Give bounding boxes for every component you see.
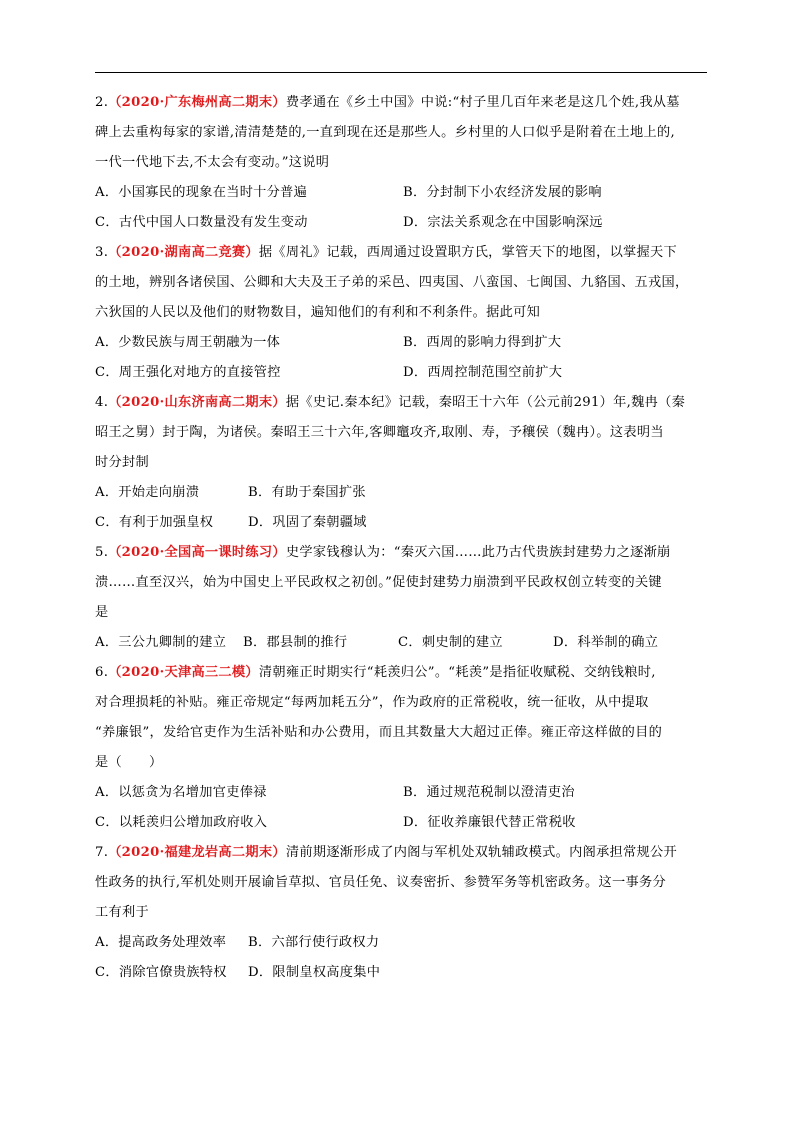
option-b[interactable]: B．郡县制的推行: [243, 635, 348, 650]
option-b[interactable]: B．通过规范税制以澄清吏治: [403, 785, 575, 800]
option-d[interactable]: D．西周控制范围空前扩大: [403, 365, 563, 380]
question-6: [95, 658, 707, 838]
question-source: （2020·广东梅州高二期末）: [108, 95, 286, 110]
option-d[interactable]: D．科举制的确立: [553, 635, 659, 650]
option-d[interactable]: D．征收养廉银代替正常税收: [403, 815, 576, 830]
question-stem-line: 是（ ）: [95, 755, 163, 770]
question-stem-line: 清朝雍正时期实行“耗羡归公”。“耗羡”是指征收赋税、交纳钱粮时,: [258, 665, 656, 680]
question-list: [95, 88, 707, 988]
question-stem-line: 性政务的执行,军机处则开展谕旨草拟、官员任免、议奏密折、参赞军务等机密政务。这一事务分: [95, 875, 666, 890]
option-a[interactable]: A．提高政务处理效率: [95, 935, 227, 950]
question-source: （2020·天津高三二模）: [108, 665, 259, 680]
question-stem-line: 溃……直至汉兴，始为中国史上平民政权之初创。”促使封建势力崩溃到平民政权创立转变的关键: [95, 575, 662, 590]
option-a[interactable]: A．以惩贪为名增加官吏俸禄: [95, 785, 267, 800]
question-5: [95, 538, 707, 658]
option-b[interactable]: B．有助于秦国扩张: [248, 485, 366, 500]
question-stem-line: 清前期逐渐形成了内阁与军机处双轨辅政模式。内阁承担常规公开: [285, 845, 677, 860]
question-stem-line: “养廉银”，发给官吏作为生活补贴和办公费用，而且其数量大大超过正俸。雍正帝这样做的目的: [95, 725, 663, 740]
question-stem-line: 据《周礼》记载，西周通过设置职方氏，掌管天下的地图，以掌握天下: [258, 245, 677, 260]
question-number: 7.: [95, 845, 109, 860]
question-stem-line: 工有利于: [95, 905, 149, 920]
question-stem-line: 对合理损耗的补贴。雍正帝规定“每两加耗五分”，作为政府的正常税收，统一征收，从中提取: [95, 695, 649, 710]
option-c[interactable]: C．古代中国人口数量没有发生变动: [95, 215, 308, 230]
header-rule: [95, 72, 707, 73]
question-number: 3.: [95, 245, 109, 260]
question-source: （2020·福建龙岩高二期末）: [108, 845, 286, 860]
option-b[interactable]: B．六部行使行政权力: [248, 935, 380, 950]
option-d[interactable]: D．限制皇权高度集中: [248, 965, 381, 980]
question-number: 2.: [95, 95, 109, 110]
question-7: [95, 838, 707, 988]
option-b[interactable]: B．分封制下小农经济发展的影响: [403, 185, 602, 200]
question-stem-line: 据《史记.秦本纪》记载，秦昭王十六年（公元前291）年,魏冉（秦: [285, 395, 686, 410]
question-stem-line: 碑上去重构每家的家谱,清清楚楚的,一直到现在还是那些人。乡村里的人口似乎是附着在土地上的,: [95, 125, 675, 140]
option-b[interactable]: B．西周的影响力得到扩大: [403, 335, 562, 350]
question-stem-line: 昭王之舅）封于陶，为诸侯。秦昭王三十六年,客卿竈攻齐,取刚、寿，予穰侯（魏冉）。这表明当: [95, 425, 664, 440]
option-d[interactable]: D．巩固了秦朝疆域: [248, 515, 367, 530]
question-source: （2020·山东济南高二期末）: [108, 395, 286, 410]
question-number: 4.: [95, 395, 109, 410]
question-3: [95, 238, 707, 388]
option-c[interactable]: C．刺史制的建立: [398, 635, 503, 650]
option-c[interactable]: C．有利于加强皇权: [95, 515, 214, 530]
option-a[interactable]: A．小国寡民的现象在当时十分普遍: [95, 185, 308, 200]
option-a[interactable]: A．三公九卿制的建立: [95, 635, 227, 650]
question-source: （2020·全国高一课时练习）: [108, 545, 286, 560]
option-c[interactable]: C．周王强化对地方的直接管控: [95, 365, 281, 380]
question-stem-line: 史学家钱穆认为：“秦灭六国……此乃古代贵族封建势力之逐渐崩: [285, 545, 671, 560]
option-a[interactable]: A．少数民族与周王朝融为一体: [95, 335, 281, 350]
question-number: 6.: [95, 665, 109, 680]
question-stem-line: 六狄国的人民以及他们的财物数目，遍知他们的有利和不利条件。据此可知: [95, 305, 541, 320]
question-stem-line: 时分封制: [95, 455, 149, 470]
question-source: （2020·湖南高二竞赛）: [108, 245, 259, 260]
option-a[interactable]: A．开始走向崩溃: [95, 485, 200, 500]
question-2: [95, 88, 707, 238]
option-c[interactable]: C．消除官僚贵族特权: [95, 965, 227, 980]
question-4: [95, 388, 707, 538]
option-c[interactable]: C．以耗羡归公增加政府收入: [95, 815, 268, 830]
question-stem-line: 费孝通在《乡土中国》中说:“村子里几百年来老是这几个姓,我从墓: [285, 95, 680, 110]
question-number: 5.: [95, 545, 109, 560]
question-stem-line: 是: [95, 605, 109, 620]
question-stem-line: 的土地，辨别各诸侯国、公卿和大夫及王子弟的采邑、四夷国、八蛮国、七闽国、九貉国、五戎国，: [95, 275, 689, 290]
option-d[interactable]: D．宗法关系观念在中国影响深远: [403, 215, 603, 230]
question-stem-line: 一代一代地下去,不太会有变动。”这说明: [95, 155, 330, 170]
